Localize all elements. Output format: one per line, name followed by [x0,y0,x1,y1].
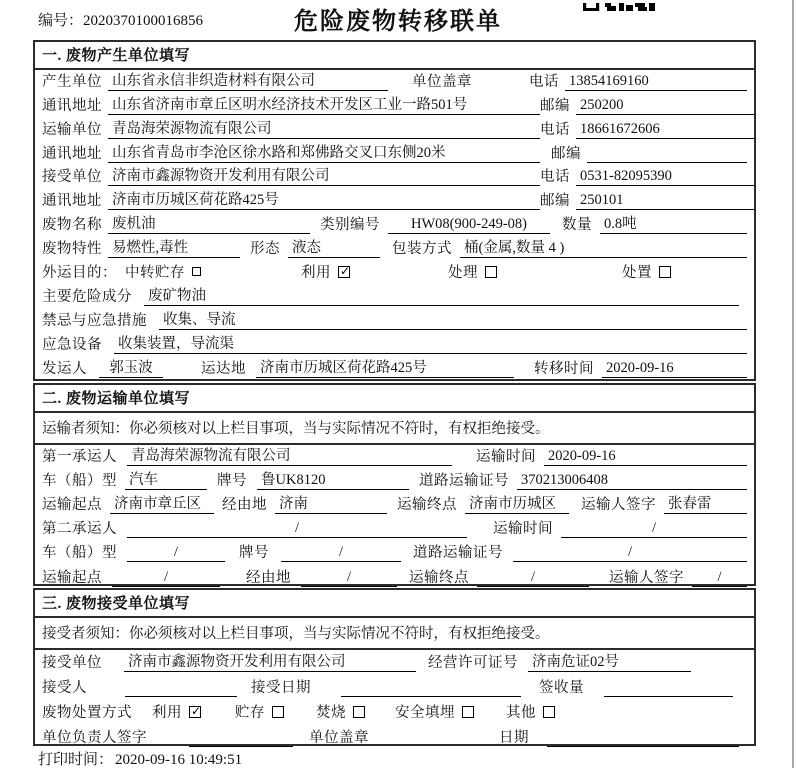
category-value: HW08(900-249-08) [388,216,550,234]
phone-value: 0531-82095390 [576,168,754,186]
plate2-value: / [281,544,401,562]
destination-label: 运达地 [201,360,246,377]
section2-title: 二. 废物运输单位填写 [35,385,754,413]
via1-value: 济南 [275,493,387,514]
quantity-label: 数量 [562,217,592,234]
option-label: 安全填埋 [395,705,455,721]
purpose-option [301,261,350,282]
permit-value: 济南危证02号 [528,650,691,672]
carrier2-label: 第二承运人 [42,521,117,538]
route1-row [35,493,754,517]
category-label: 类别编号 [320,217,380,234]
time1-value: 2020-09-16 [544,448,747,466]
address-value: 山东省青岛市李沧区徐水路和郑佛路交叉口东侧20米 [108,142,540,163]
acceptor-value [125,696,237,697]
page-edge-divider [792,0,794,768]
vehicle1-label: 车（船）型 [42,473,117,490]
shipper-row [35,357,754,381]
taboo-label: 禁忌与应急措施 [42,312,147,329]
address-label: 通讯地址 [42,97,102,114]
quantity-value: 0.8吨 [600,213,747,234]
zip-label: 邮编 [540,193,570,210]
plate1-label: 牌号 [217,473,247,490]
zip-label: 邮编 [540,97,570,114]
zip-value [587,162,747,163]
permit-label: 经营许可证号 [428,655,518,671]
waste-name-label: 废物名称 [42,217,102,234]
unchecked-checkbox-icon [192,267,201,276]
purpose-label: 外运目的： [42,265,117,282]
acceptor-label: 接受人 [42,680,87,696]
receive-unit-row [35,650,754,675]
time2-label: 运输时间 [493,521,553,538]
transporter-row [35,118,754,142]
accept-date-label: 接受日期 [251,680,311,696]
receiver-label: 接受单位 [42,655,102,671]
waste-name-row [35,213,754,237]
phone-label: 电话 [529,73,559,90]
carrier2-value: / [127,520,467,538]
traits-value: 易燃性,毒性 [108,237,240,258]
zip-value: 250200 [576,97,754,115]
received-qty-label: 签收量 [539,680,584,696]
unchecked-checkbox-icon [543,706,555,718]
purpose-row [35,261,754,285]
print-time-line [38,748,244,769]
address-row [35,189,754,213]
carrier1-value: 青岛海荣源物流有限公司 [127,445,452,466]
section-producer [33,40,756,381]
unchecked-checkbox-icon [353,706,365,718]
form-label: 形态 [250,241,280,258]
option-label: 利用 [301,265,331,282]
plate2-label: 牌号 [239,545,269,562]
disposal-label: 废物处置方式 [42,705,132,721]
seal-label: 单位盖章 [412,73,472,90]
section-transporter [33,383,756,586]
zip-value: 250101 [576,192,754,210]
print-time-label: 打印时间： [38,752,114,768]
receiver-notice: 接受者须知：你必须核对以上栏目事项，当与实际情况不符时，有权拒绝接受。 [35,618,754,650]
receiver-value: 济南市鑫源物资开发利用有限公司 [124,650,416,672]
sign1-label: 运输人签字 [581,497,656,514]
unit-seal-label: 单位盖章 [309,730,369,746]
page-title: 危险废物转移联单 [294,9,502,35]
carrier1-row [35,445,754,469]
origin2-value: / [112,569,220,587]
phone-value: 13854169160 [565,73,747,91]
packing-value: 桶(金属,数量 4 ) [460,237,747,258]
receiver-value: 济南市鑫源物资开发利用有限公司 [108,166,540,187]
license1-value: 370213006408 [517,472,747,490]
receiver-label: 接受单位 [42,169,102,186]
checked-checkbox-icon [338,266,350,278]
traits-label: 废物特性 [42,241,102,258]
transporter-label: 运输单位 [42,121,102,138]
chief-sign-value [189,746,293,747]
serial-value: 2020370100016856 [83,13,204,29]
option-label: 焚烧 [316,705,346,721]
shipper-label: 发运人 [42,360,87,377]
license1-label: 道路运输证号 [419,473,509,490]
accept-date-value [341,696,521,697]
producer-value: 山东省永信非织造材料有限公司 [108,70,388,91]
purpose-option [448,261,497,282]
purpose-option [622,261,671,282]
producer-label: 产生单位 [42,73,102,90]
address-value: 济南市历城区荷花路425号 [108,189,540,210]
end1-label: 运输终点 [397,497,457,514]
address-row [35,94,754,118]
hazard-value: 废矿物油 [144,285,739,306]
address-value: 山东省济南市章丘区明水经济技术开发区工业一路501号 [108,94,540,115]
carrier1-label: 第一承运人 [42,449,117,466]
equipment-value: 收集装置，导流渠 [114,333,747,354]
qr-code-fragment-icon [583,0,655,17]
disposal-option [152,701,201,722]
received-qty-value [604,696,733,697]
hazard-row [35,285,754,309]
unchecked-checkbox-icon [485,266,497,278]
time2-value: / [561,520,747,538]
disposal-option [316,701,365,722]
end2-label: 运输终点 [409,569,469,586]
option-label: 利用 [152,705,182,721]
date-label: 日期 [499,730,529,746]
license2-label: 道路运输证号 [413,545,503,562]
carrier2-row [35,517,754,541]
vehicle2-label: 车（船）型 [42,545,117,562]
chief-sign-row [35,725,754,750]
taboo-row [35,309,754,333]
option-label: 中转贮存 [125,265,185,282]
zip-label: 邮编 [551,145,581,162]
origin2-label: 运输起点 [42,569,102,586]
via2-value: / [301,569,397,587]
transporter-value: 青岛海荣源物流有限公司 [108,118,540,139]
chief-sign-label: 单位负责人签字 [42,730,147,746]
end1-value: 济南市历城区 [465,493,569,514]
vehicle2-value: / [127,544,225,562]
waste-name-value: 废机油 [108,213,310,234]
transfer-date-label: 转移时间 [534,360,594,377]
serial-label: 编号： [38,13,84,29]
section1-title: 一. 废物产生单位填写 [35,42,754,70]
purpose-option [125,261,201,282]
option-label: 处置 [622,265,652,282]
equipment-label: 应急设备 [42,336,102,353]
via2-label: 经由地 [246,569,291,586]
section-receiver [33,588,756,746]
unchecked-checkbox-icon [272,706,284,718]
address-label: 通讯地址 [42,193,102,210]
transporter-notice: 运输者须知：你必须核对以上栏目事项，当与实际情况不符时，有权拒绝接受。 [35,413,754,445]
option-label: 贮存 [235,705,265,721]
form-value: 液态 [288,237,380,258]
plate1-value: 鲁UK8120 [257,469,409,490]
vehicle1-row [35,469,754,493]
option-label: 其他 [506,705,536,721]
time1-label: 运输时间 [476,449,536,466]
via1-label: 经由地 [222,497,267,514]
disposal-row [35,700,754,725]
section3-title: 三. 废物接受单位填写 [35,590,754,618]
packing-label: 包装方式 [392,241,452,258]
taboo-value: 收集、导流 [159,309,747,330]
date-value [547,746,739,747]
print-time-value: 2020-09-16 10:49:51 [115,752,243,768]
origin1-label: 运输起点 [42,497,102,514]
unchecked-checkbox-icon [659,266,671,278]
option-label: 处理 [448,265,478,282]
license2-value: / [513,544,747,562]
disposal-option [235,701,284,722]
sign2-value: / [692,569,747,587]
phone-label: 电话 [540,121,570,138]
unchecked-checkbox-icon [462,706,474,718]
equipment-row [35,333,754,357]
route2-row [35,565,754,589]
manifest-form [33,40,756,748]
vehicle1-value: 汽车 [125,469,207,490]
phone-label: 电话 [540,169,570,186]
acceptor-row [35,675,754,700]
transfer-date-value: 2020-09-16 [602,360,747,378]
sign1-value: 张春雷 [664,493,747,514]
phone-value: 18661672606 [576,121,754,139]
end2-value: / [477,569,589,587]
origin1-value: 济南市章丘区 [110,493,214,514]
sign2-label: 运输人签字 [609,569,684,586]
waste-traits-row [35,237,754,261]
hazard-label: 主要危险成分 [42,288,132,305]
receiver-row [35,166,754,190]
checked-checkbox-icon [189,706,201,718]
disposal-option [395,701,474,722]
producer-row [35,70,754,94]
vehicle2-row [35,541,754,565]
destination-value: 济南市历城区荷花路425号 [256,357,514,378]
address-row [35,142,754,166]
shipper-value: 郭玉波 [99,357,163,378]
address-label: 通讯地址 [42,145,102,162]
disposal-option [506,701,555,722]
